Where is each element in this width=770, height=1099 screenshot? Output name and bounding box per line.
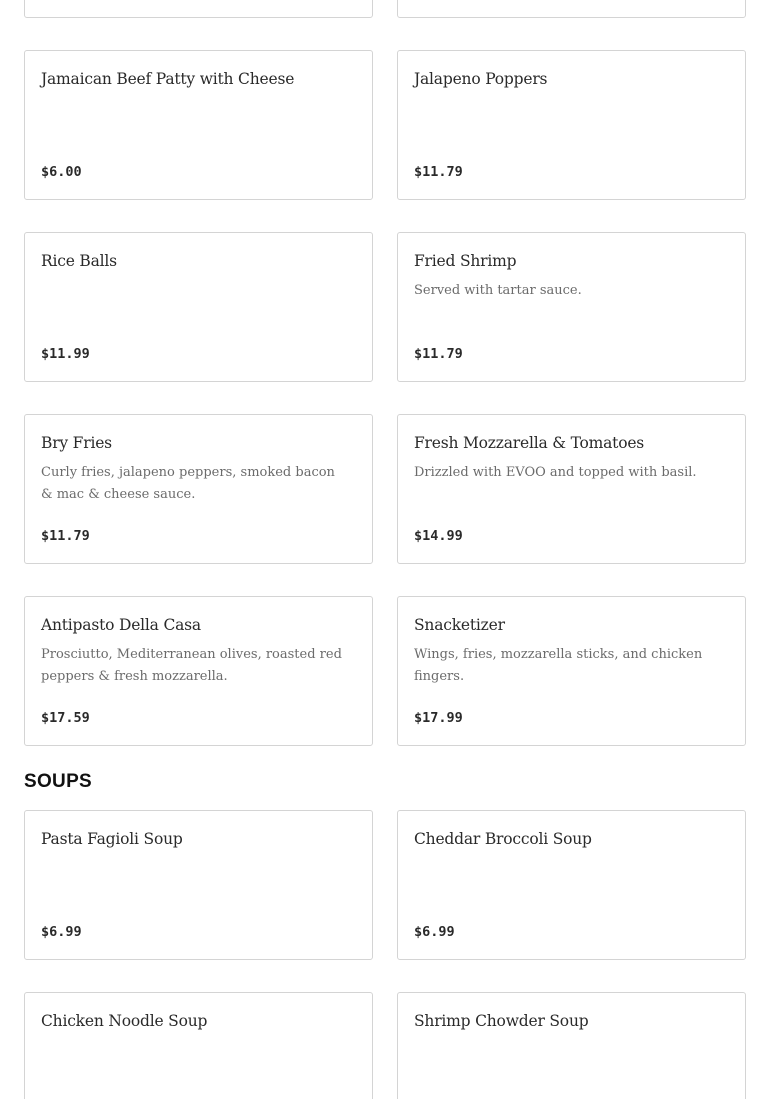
menu-item-card[interactable] [397, 810, 746, 960]
menu-item-name: Bry Fries [41, 434, 112, 452]
menu-item-card[interactable] [24, 992, 373, 1099]
menu-item-price: $11.79 [414, 164, 463, 180]
menu-item-card[interactable] [397, 232, 746, 382]
menu-item-description: Prosciutto, Mediterranean olives, roasted red peppers & fresh mozzarella. [41, 647, 342, 684]
menu-item-price: $11.79 [414, 346, 463, 362]
menu-item-name: Antipasto Della Casa [41, 616, 201, 634]
menu-item-name: Pasta Fagioli Soup [41, 830, 183, 848]
menu-item-card[interactable] [24, 414, 373, 564]
menu-item-card[interactable] [24, 232, 373, 382]
menu-item-card[interactable] [397, 50, 746, 200]
menu-item-card[interactable] [397, 596, 746, 746]
menu-item-card-partial[interactable] [397, 0, 746, 18]
menu-item-price: $17.59 [41, 710, 90, 726]
menu-item-price: $11.99 [41, 346, 90, 362]
menu-item-card[interactable] [24, 596, 373, 746]
menu-item-name: Jamaican Beef Patty with Cheese [41, 70, 295, 88]
menu-item-name: Fresh Mozzarella & Tomatoes [414, 434, 645, 452]
menu-item-card-partial[interactable] [24, 0, 373, 18]
menu-item-description: Served with tartar sauce. [414, 283, 582, 298]
menu-item-name: Jalapeno Poppers [414, 70, 548, 88]
menu-item-card[interactable] [24, 810, 373, 960]
menu-item-card[interactable] [24, 50, 373, 200]
menu-item-price: $11.79 [41, 528, 90, 544]
menu-item-price: $17.99 [414, 710, 463, 726]
menu-item-card[interactable] [397, 414, 746, 564]
menu-item-name: Fried Shrimp [414, 252, 517, 270]
menu-item-price: $6.99 [41, 924, 82, 940]
menu-item-description: Curly fries, jalapeno peppers, smoked bacon & mac & cheese sauce. [41, 465, 335, 502]
menu-item-description: Drizzled with EVOO and topped with basil. [414, 465, 697, 480]
menu-item-price: $14.99 [414, 528, 463, 544]
menu-item-name: Shrimp Chowder Soup [414, 1012, 589, 1030]
section-heading-soups: SOUPS [24, 771, 93, 792]
menu-item-name: Cheddar Broccoli Soup [414, 830, 592, 848]
menu-item-name: Rice Balls [41, 252, 117, 270]
menu-item-price: $6.99 [414, 924, 455, 940]
menu-item-price: $6.00 [41, 164, 82, 180]
menu-item-description: Wings, fries, mozzarella sticks, and chicken fingers. [414, 647, 703, 684]
menu-item-card[interactable] [397, 992, 746, 1099]
menu-item-name: Snacketizer [414, 616, 505, 634]
menu-item-name: Chicken Noodle Soup [41, 1012, 208, 1030]
